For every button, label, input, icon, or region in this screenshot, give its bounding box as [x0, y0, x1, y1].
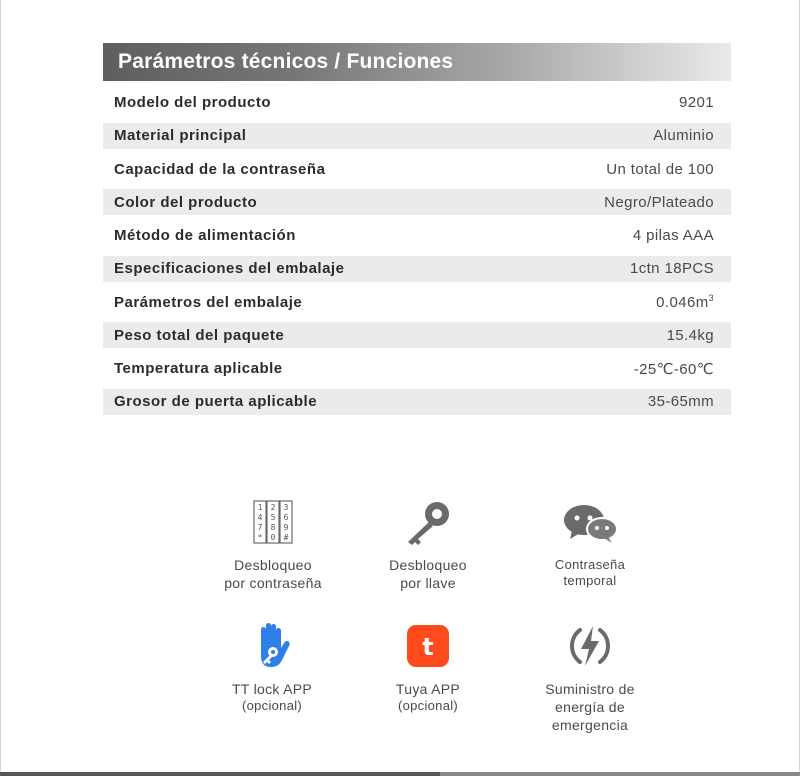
- spec-label: Peso total del paquete: [114, 326, 285, 344]
- feature-caption-line2: (opcional): [241, 698, 303, 713]
- svg-text:9: 9: [283, 523, 289, 532]
- svg-text:4: 4: [257, 513, 263, 522]
- feature-caption-line3: emergencia: [551, 717, 629, 733]
- spec-label: Método de alimentación: [114, 227, 296, 245]
- hand-key-icon: [252, 622, 292, 668]
- feature-caption-line1: TT lock APP: [231, 681, 313, 697]
- svg-text:#: #: [283, 533, 289, 542]
- spec-row-weight: [103, 322, 731, 348]
- spec-row-power: [103, 219, 731, 252]
- spec-value: Aluminio: [653, 127, 714, 145]
- feature-caption-line1: Tuya APP: [395, 681, 461, 697]
- spec-value: 15.4kg: [666, 326, 714, 344]
- tuya-logo-icon: [406, 624, 450, 668]
- spec-label: Temperatura aplicable: [114, 360, 283, 378]
- spec-row-packaging-spec: [103, 256, 731, 282]
- feature-tuya-app: [353, 624, 503, 714]
- spec-value-main: 0.046m: [656, 294, 709, 312]
- spec-row-temperature: [103, 352, 731, 385]
- svg-text:*: *: [257, 533, 263, 542]
- spec-row-door-thickness: [103, 389, 731, 415]
- feature-emergency-power: [515, 622, 665, 734]
- svg-text:t: t: [422, 633, 434, 661]
- spec-value: 35-65mm: [647, 393, 714, 411]
- bottom-border: [0, 772, 800, 776]
- svg-text:3: 3: [283, 503, 289, 512]
- svg-text:8: 8: [270, 523, 276, 532]
- feature-ttlock-app: [197, 622, 347, 714]
- svg-text:5: 5: [270, 513, 276, 522]
- spec-label: Color del producto: [114, 193, 258, 211]
- spec-table-header: [103, 43, 731, 81]
- feature-caption-line1: Contraseña: [554, 557, 626, 572]
- svg-text:1: 1: [257, 503, 263, 512]
- spec-value: 4 pilas AAA: [632, 227, 714, 245]
- svg-text:7: 7: [257, 523, 263, 532]
- spec-label: Modelo del producto: [114, 94, 271, 112]
- spec-value: -25℃-60℃: [633, 360, 714, 378]
- feature-caption-line1: Desbloqueo: [389, 557, 467, 573]
- spec-value: Negro/Plateado: [604, 193, 714, 211]
- feature-caption-line2: (opcional): [397, 698, 459, 713]
- feature-caption-line2: energía de: [555, 699, 625, 715]
- keypad-icon: [253, 500, 293, 544]
- spec-value: Un total de 100: [606, 160, 714, 178]
- spec-value-superscript: 3: [708, 293, 714, 304]
- feature-caption-line1: Desbloqueo: [234, 557, 312, 573]
- spec-row-model: [103, 86, 731, 119]
- spec-label: Capacidad de la contraseña: [114, 160, 326, 178]
- spec-value: [656, 293, 714, 311]
- feature-password-unlock: [198, 500, 348, 592]
- feature-key-unlock: [353, 500, 503, 592]
- svg-text:6: 6: [283, 513, 289, 522]
- svg-text:0: 0: [270, 533, 276, 542]
- spec-row-material: [103, 123, 731, 149]
- spec-label: Parámetros del embalaje: [114, 293, 303, 311]
- feature-caption-line1: Suministro de: [545, 681, 635, 697]
- spec-row-password-capacity: [103, 152, 731, 185]
- chat-bubbles-icon: [562, 503, 618, 543]
- spec-label: Grosor de puerta aplicable: [114, 393, 318, 411]
- spec-rows: [103, 86, 731, 415]
- spec-row-packaging-params: [103, 285, 731, 318]
- feature-caption-line2: por llave: [400, 575, 456, 591]
- emergency-power-icon: [566, 622, 614, 670]
- svg-text:2: 2: [270, 503, 276, 512]
- spec-table: [103, 43, 731, 418]
- spec-label: Material principal: [114, 127, 247, 145]
- spec-value: 1ctn 18PCS: [629, 260, 714, 278]
- spec-label: Especificaciones del embalaje: [114, 260, 345, 278]
- spec-value: 9201: [679, 94, 714, 112]
- feature-caption-line2: por contraseña: [224, 575, 322, 591]
- spec-table-title: Parámetros técnicos / Funciones: [118, 50, 454, 73]
- feature-temporary-password: [515, 503, 665, 589]
- feature-caption-line2: temporal: [563, 573, 617, 588]
- key-icon: [404, 500, 452, 546]
- spec-row-color: [103, 189, 731, 215]
